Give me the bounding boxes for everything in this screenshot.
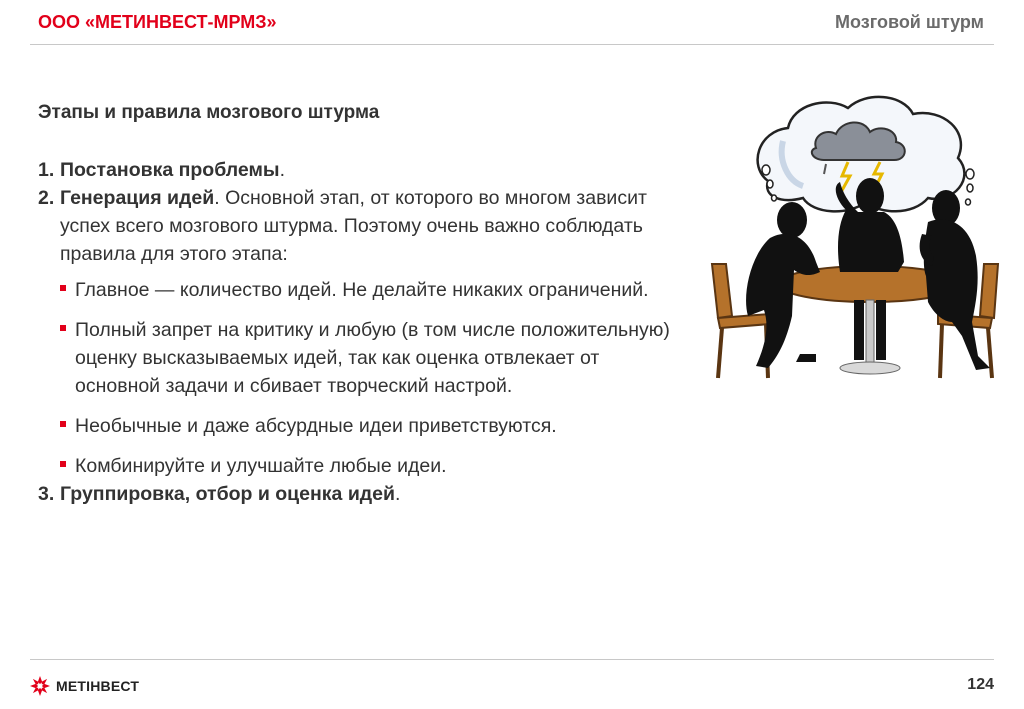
step-1-number: 1. xyxy=(38,159,55,181)
person-right-silhouette xyxy=(920,190,990,370)
step-2 xyxy=(38,184,688,268)
header-divider xyxy=(30,44,994,45)
rules-list xyxy=(38,276,688,480)
step-1-title: Постановка проблемы xyxy=(60,159,280,181)
list-item: Главное — количество идей. Не делайте никаких ограничений. xyxy=(38,276,688,304)
slide-header xyxy=(0,0,1024,46)
footer-divider xyxy=(30,659,994,660)
metinvest-star-icon xyxy=(30,676,50,696)
step-2-title: Генерация идей xyxy=(60,187,215,209)
step-3 xyxy=(38,480,688,508)
bullet-square-icon xyxy=(60,421,66,427)
step-1 xyxy=(38,156,688,184)
bullet-square-icon xyxy=(60,461,66,467)
company-name: ООО «МЕТИНВЕСТ-МРМЗ» xyxy=(38,12,277,32)
list-item: Полный запрет на критику и любую (в том числе положительную) оценку высказываемых идей, так как оценка отвлекает от основной задачи и сбивает творческий настрой. xyxy=(38,316,688,400)
slide-body xyxy=(38,156,688,508)
step-2-text: . Основной этап, от которого во многом зависит успех всего мозгового штурма. Поэтому очень важно соблюдать правила для этого этапа: xyxy=(60,187,647,265)
bullet-square-icon xyxy=(60,285,66,291)
step-3-number: 3. xyxy=(38,483,55,505)
list-item: Необычные и даже абсурдные идеи приветствуются. xyxy=(38,412,688,440)
slide-subtitle: Этапы и правила мозгового штурма xyxy=(38,102,380,123)
step-2-number: 2. xyxy=(38,187,55,209)
bullet-square-icon xyxy=(60,325,66,331)
step-3-title: Группировка, отбор и оценка идей xyxy=(60,483,396,505)
logo-text: МЕТІНВЕСТ xyxy=(56,678,140,694)
brainstorm-meeting-illustration xyxy=(708,86,1000,386)
page-number: 124 xyxy=(967,676,994,693)
step-1-suffix: . xyxy=(279,159,285,181)
list-item: Комбинируйте и улучшайте любые идеи. xyxy=(38,452,688,480)
footer-logo xyxy=(30,675,139,697)
step-3-suffix: . xyxy=(395,483,401,505)
slide-topic: Мозговой штурм xyxy=(835,12,984,32)
